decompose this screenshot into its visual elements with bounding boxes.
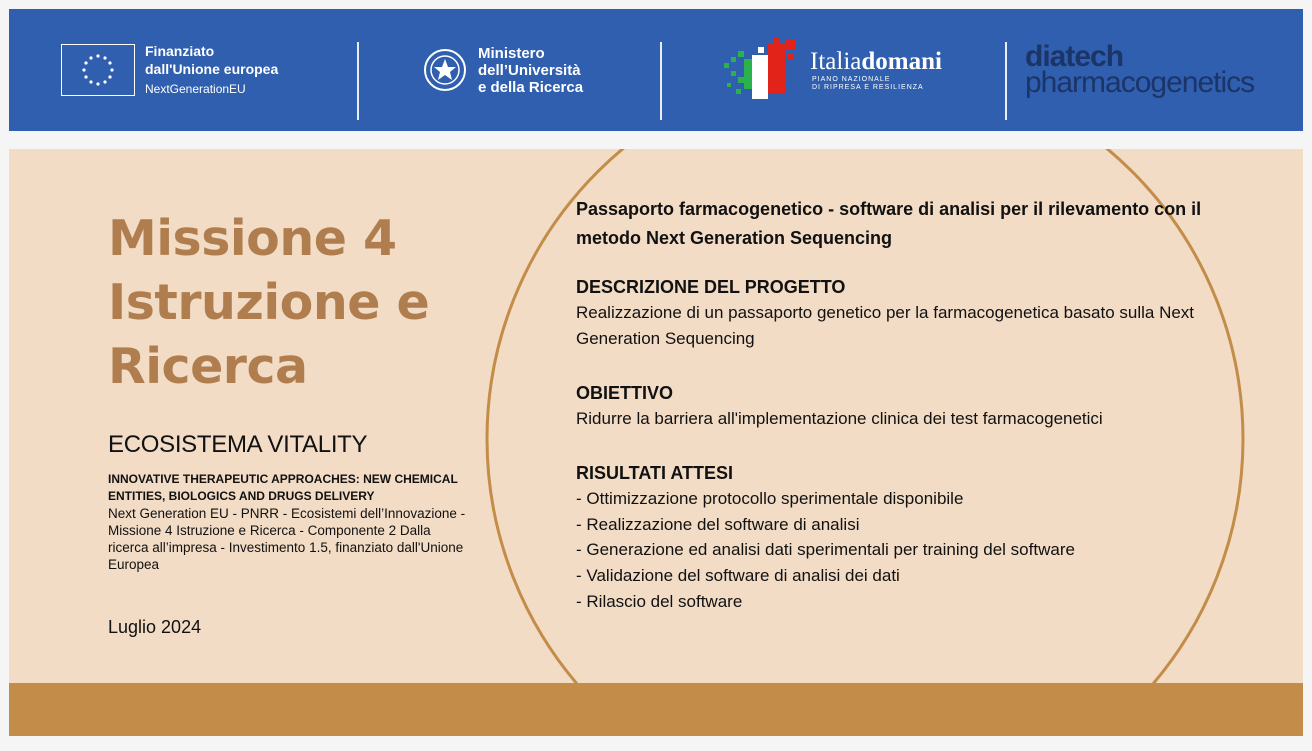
- ecosystem-name: ECOSISTEMA VITALITY: [108, 431, 368, 458]
- italiadomani-logo: [724, 9, 942, 131]
- eu-label-line3: NextGenerationEU: [145, 82, 246, 96]
- italiadomani-subtitle-1: PIANO NAZIONALE: [812, 76, 891, 83]
- header-banner: [9, 9, 1303, 131]
- objective-heading: OBIETTIVO: [576, 383, 674, 403]
- list-item: - Realizzazione del software di analisi: [576, 514, 860, 534]
- list-item: - Ottimizzazione protocollo sperimentale disponibile: [576, 489, 964, 508]
- project-details: [576, 195, 1216, 615]
- diatech-tagline: pharmacogenetics: [1025, 66, 1255, 99]
- mission-title-line2: Istruzione e: [108, 274, 430, 331]
- description-body: Realizzazione di un passaporto genetico per la farmacogenetica basato sulla Next Generation Sequencing: [576, 303, 1195, 348]
- objective-body: Ridurre la barriera all'implementazione clinica dei test farmacogenetici: [576, 409, 1103, 428]
- eu-label-line2: dall'Unione europea: [145, 61, 279, 77]
- italiadomani-subtitle-2: DI RIPRESA E RESILIENZA: [812, 84, 924, 91]
- header-divider: [1005, 42, 1007, 120]
- mur-logo: [422, 9, 583, 131]
- results-heading: RISULTATI ATTESI: [576, 463, 733, 483]
- content-panel: [9, 149, 1303, 683]
- mission-title: [108, 207, 488, 399]
- diatech-name: diatech: [1025, 40, 1124, 73]
- list-item: - Validazione del software di analisi dei dati: [576, 566, 900, 586]
- italiadomani-name-regular: Italia: [810, 48, 862, 75]
- italiadomani-name-bold: domani: [861, 48, 942, 75]
- results-list: [576, 486, 1216, 615]
- diatech-logo: [1025, 9, 1254, 131]
- list-item: - Rilascio del software: [576, 591, 743, 611]
- italian-flag-pixel-icon: [724, 37, 802, 103]
- footer-bar: [9, 683, 1303, 736]
- header-divider: [660, 42, 662, 120]
- mission-title-line3: Ricerca: [108, 338, 308, 395]
- eu-funding-logo: [61, 9, 278, 131]
- project-title: Passaporto farmacogenetico - software di analisi per il rilevamento con il metodo Next Generation Sequencing: [576, 199, 1202, 248]
- eu-label-line1: Finanziato: [145, 43, 215, 59]
- description-heading: DESCRIZIONE DEL PROGETTO: [576, 277, 846, 297]
- mission-column: [108, 207, 488, 573]
- publication-date: Luglio 2024: [108, 617, 202, 637]
- mission-title-line1: Missione 4: [108, 210, 397, 267]
- eu-flag-icon: [61, 44, 135, 96]
- italian-republic-emblem-icon: [422, 45, 468, 95]
- list-item: - Generazione ed analisi dati sperimentali per training del software: [576, 540, 1075, 560]
- approach-title: INNOVATIVE THERAPEUTIC APPROACHES: NEW CHEMICAL ENTITIES, BIOLOGICS AND DRUGS DELIVERY: [108, 472, 458, 503]
- mur-label-line2: dell’Università: [478, 61, 581, 79]
- funding-text: Next Generation EU - PNRR - Ecosistemi dell’Innovazione -Missione 4 Istruzione e Ricerca - Componente 2 Dalla ricerca all’impresa - Investimento 1.5, finanziato dall'Unione Europea: [108, 506, 466, 572]
- mur-label-line1: Ministero: [478, 44, 545, 62]
- header-divider: [357, 42, 359, 120]
- mur-label-line3: e della Ricerca: [478, 78, 584, 96]
